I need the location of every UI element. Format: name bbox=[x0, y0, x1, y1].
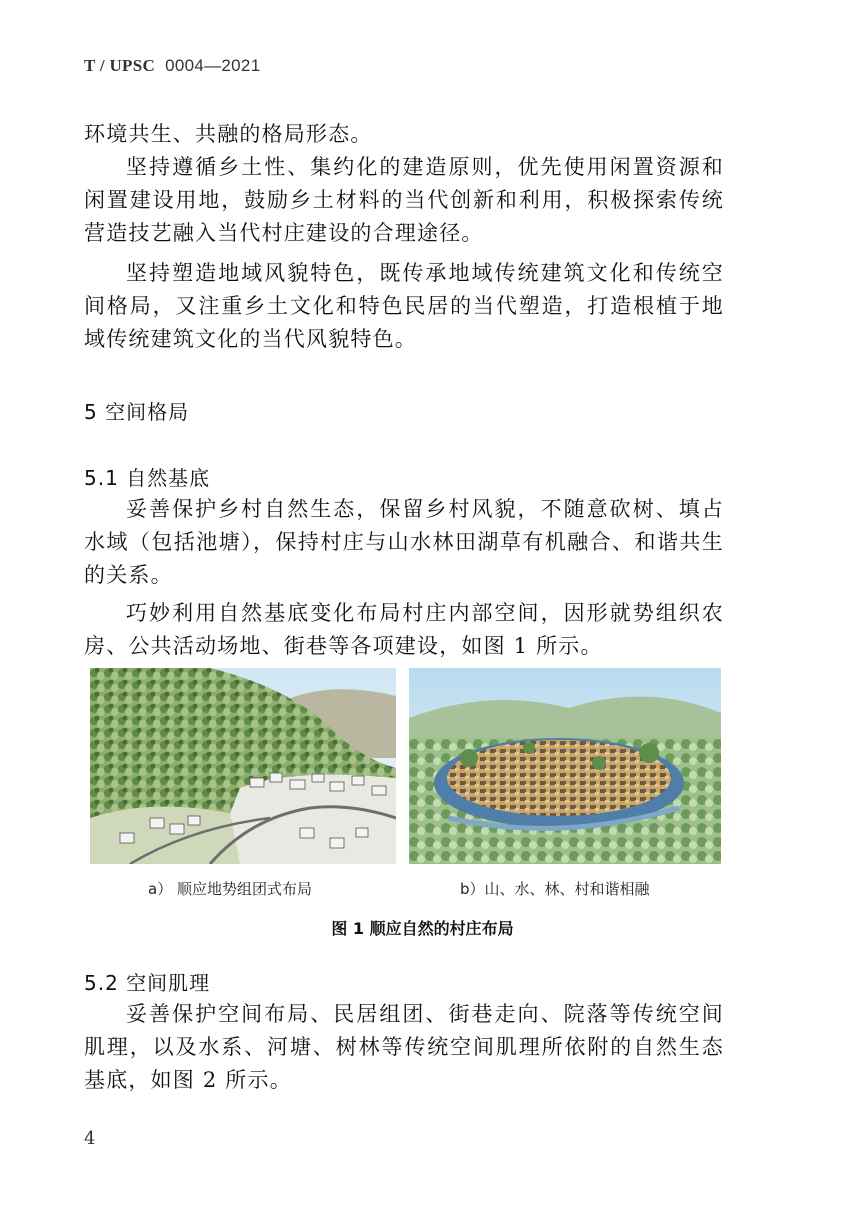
subsection-heading: 5.1 自然基底 bbox=[84, 466, 211, 490]
paragraph: 妥善保护乡村自然生态，保留乡村风貌，不随意砍树、填占水域（包括池塘），保持村庄与山水林田湖草有机融合、和谐共生的关系。 bbox=[84, 497, 724, 587]
standard-number: 0004—2021 bbox=[165, 56, 261, 75]
standard-code: T / UPSC bbox=[84, 56, 156, 75]
paragraph: 坚持塑造地域风貌特色，既传承地域传统建筑文化和传统空间格局，又注重乡土文化和特色民居的当代塑造，打造根植于地域传统建筑文化的当代风貌特色。 bbox=[84, 261, 724, 351]
figure-a-caption: a） 顺应地势组团式布局 bbox=[148, 880, 312, 898]
paragraph: 巧妙利用自然基底变化布局村庄内部空间，因形就势组织农房、公共活动场地、街巷等各项建设，如图 1 所示。 bbox=[84, 601, 724, 658]
figure-b-image bbox=[409, 668, 721, 864]
paragraph: 坚持遵循乡土性、集约化的建造原则，优先使用闲置资源和闲置建设用地，鼓励乡土材料的当代创新和利用，积极探索传统营造技艺融入当代村庄建设的合理途径。 bbox=[84, 155, 724, 245]
document-header bbox=[84, 56, 260, 76]
paragraph: 妥善保护空间布局、民居组团、街巷走向、院落等传统空间肌理，以及水系、河塘、树林等传统空间肌理所依附的自然生态基底，如图 2 所示。 bbox=[84, 1002, 724, 1092]
figure-a-image bbox=[90, 668, 396, 864]
figure-b-caption: b）山、水、林、村和谐相融 bbox=[460, 880, 650, 898]
figure-title: 图 1 顺应自然的村庄布局 bbox=[331, 919, 514, 938]
subsection-heading: 5.2 空间肌理 bbox=[84, 971, 211, 995]
paragraph: 环境共生、共融的格局形态。 bbox=[84, 122, 373, 146]
page-number: 4 bbox=[84, 1128, 96, 1149]
section-heading: 5 空间格局 bbox=[84, 400, 190, 424]
